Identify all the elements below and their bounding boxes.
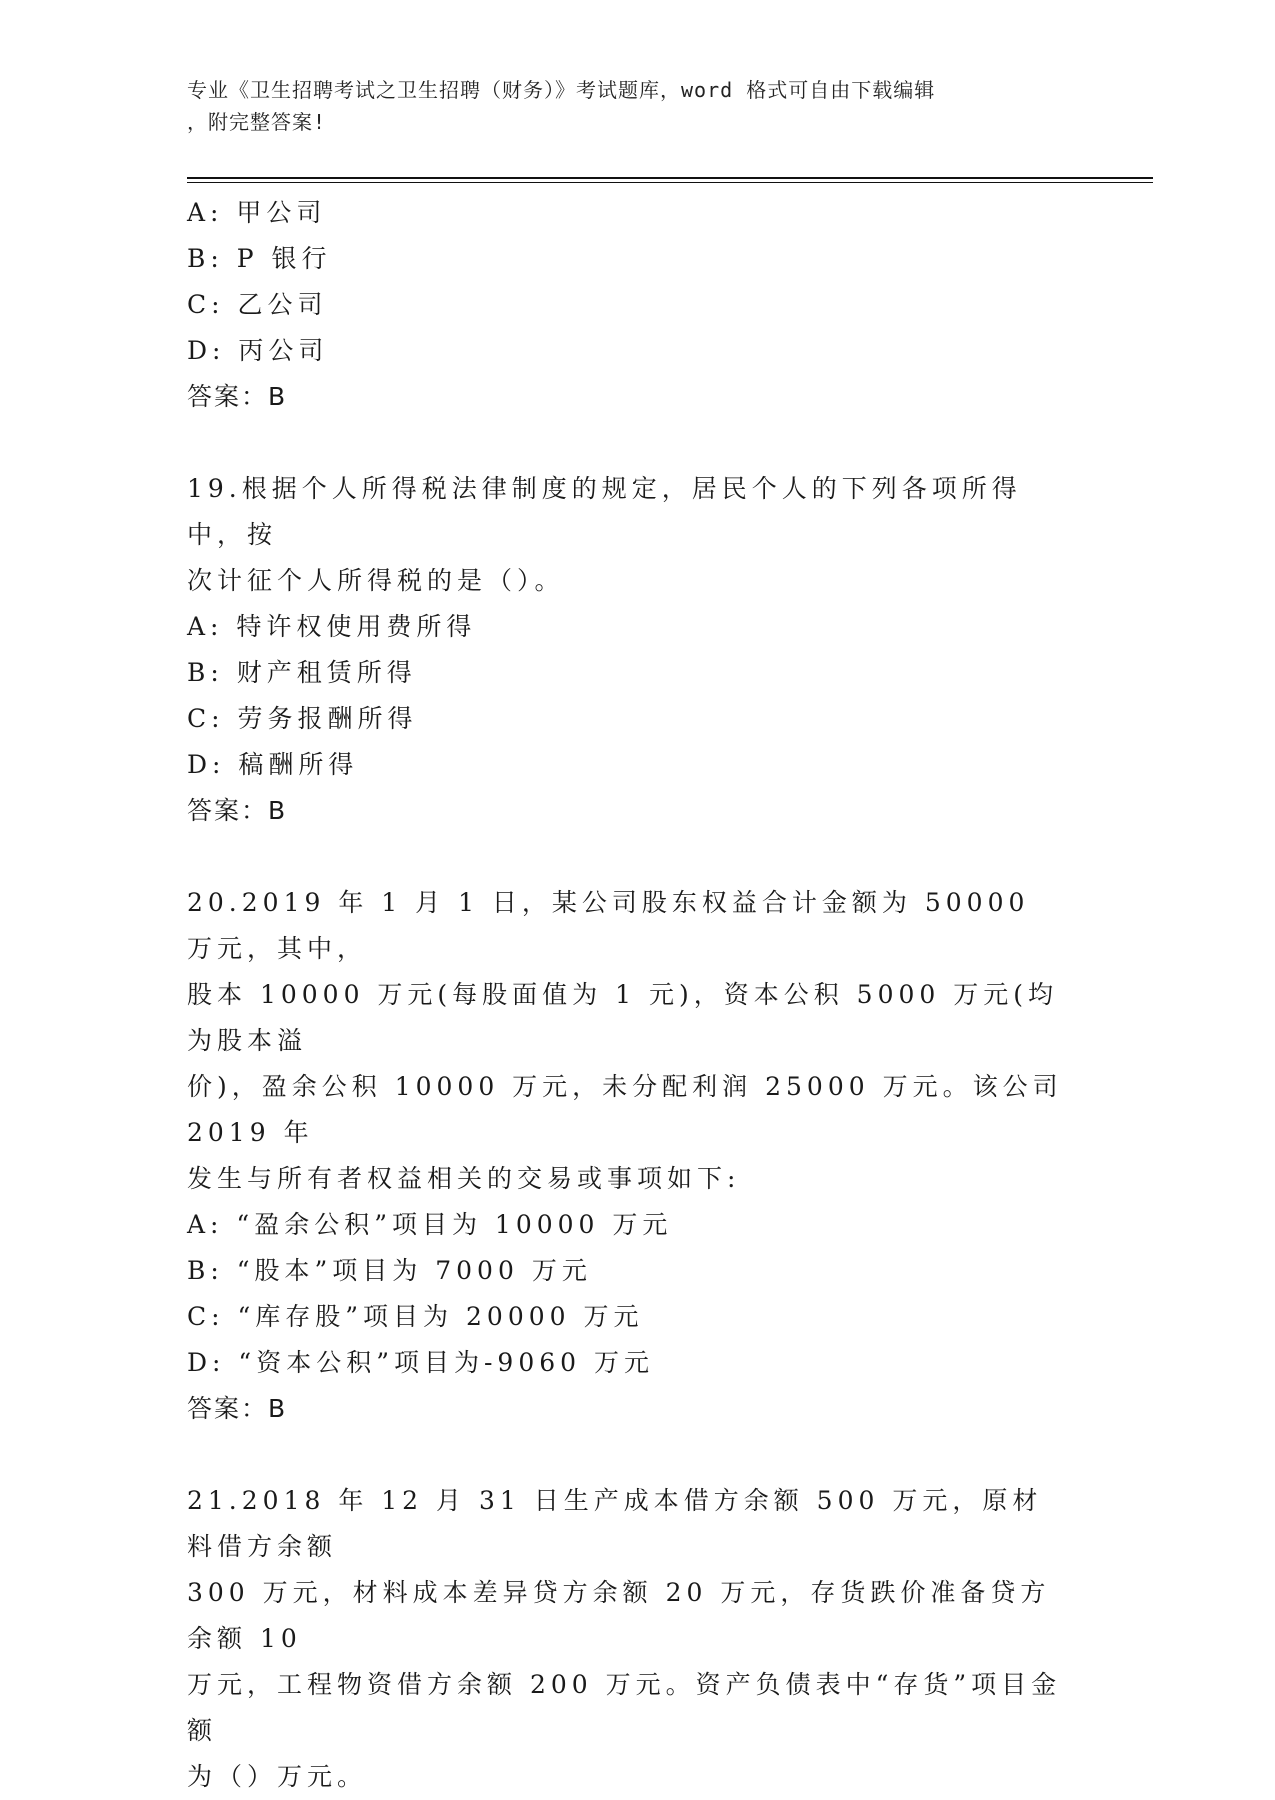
option-b: B: “股本”项目为 7000 万元 [187,1256,592,1285]
question-18-block [187,190,1087,420]
option-c: C: 乙公司 [187,290,328,319]
header-divider-thin [187,182,1153,183]
document-header [187,74,1067,138]
question-stem-line: 21.2018 年 12 月 31 日生产成本借方余额 500 万元，原材料借方余额 [187,1486,1043,1561]
question-stem-line: 为（）万元。 [187,1762,368,1791]
header-line-1: 专业《卫生招聘考试之卫生招聘（财务）》考试题库，word 格式可自由下载编辑 [187,78,936,102]
answer: 答案：B [187,796,288,825]
question-21-block [187,1478,1087,1800]
question-stem-line: 19.根据个人所得税法律制度的规定，居民个人的下列各项所得中，按 [187,474,1022,549]
answer: 答案：B [187,1394,288,1423]
option-d: D: 稿酬所得 [187,750,359,779]
header-line-2: ，附完整答案! [187,110,327,134]
question-stem-line: 次计征个人所得税的是（）。 [187,566,565,595]
option-a: A: “盈余公积”项目为 10000 万元 [187,1210,673,1239]
option-b: B: P 银行 [187,244,332,273]
option-a: A: 甲公司 [187,198,327,227]
question-stem-line: 发生与所有者权益相关的交易或事项如下: [187,1164,741,1193]
question-stem-line: 万元，工程物资借方余额 200 万元。资产负债表中“存货”项目金额 [187,1670,1062,1745]
option-d: D: “资本公积”项目为-9060 万元 [187,1348,654,1377]
answer: 答案：B [187,382,288,411]
option-a: A: 特许权使用费所得 [187,612,477,641]
question-content [187,190,1087,1800]
option-b: B: 财产租赁所得 [187,658,417,687]
question-stem-line: 价)，盈余公积 10000 万元，未分配利润 25000 万元。该公司 2019 年 [187,1072,1063,1147]
question-19-block [187,466,1087,834]
question-stem-line: 股本 10000 万元(每股面值为 1 元)，资本公积 5000 万元(均为股本溢 [187,980,1059,1055]
option-c: C: 劳务报酬所得 [187,704,418,733]
question-stem-line: 300 万元，材料成本差异贷方余额 20 万元，存货跌价准备贷方余额 10 [187,1578,1051,1653]
option-d: D: 丙公司 [187,336,329,365]
question-20-block [187,880,1087,1432]
header-divider-thick [187,177,1153,179]
option-c: C: “库存股”项目为 20000 万元 [187,1302,644,1331]
question-stem-line: 20.2019 年 1 月 1 日，某公司股东权益合计金额为 50000 万元，其中， [187,888,1030,963]
